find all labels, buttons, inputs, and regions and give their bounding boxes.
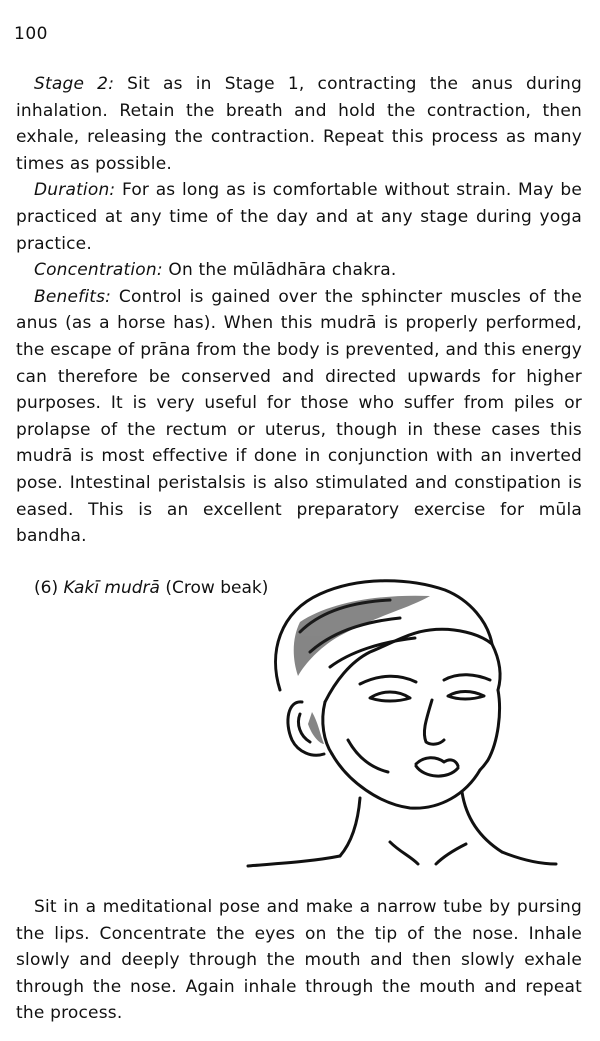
kaki-mudra-illustration [240,572,560,872]
face-left [323,702,332,754]
shoulder-left [248,856,340,866]
paragraph-lead: Duration: [34,180,116,201]
figure-subtitle: (Crow beak) [165,578,269,598]
shoulder-right [502,852,556,864]
hair-shading [294,596,430,744]
lips-lower [416,766,458,776]
paragraph-lead: Benefits: [34,286,112,307]
paragraph-text: Sit as in Stage 1, contracting the anus during inhalation. Retain the breath and hold the contraction, then exhale, releasing the contraction. Repeat this process as many times as possible. [16,74,582,174]
neck-right [462,792,502,852]
eye-right [448,692,484,700]
paragraph-lead: Stage 2: [34,74,115,94]
eye-left [370,692,410,701]
paragraph-text: For as long as is comfortable without strain. May be practiced at any time of the day and at any stage during yoga practice. [16,180,582,254]
eyebrow-right [444,675,490,680]
paragraph-text: On the mūlādhāra chakra. [162,260,397,281]
paragraph-benefits [16,284,582,550]
page-number: 100 [14,24,48,44]
neck-left [340,798,360,856]
lips-upper [416,758,458,766]
collarbone [390,842,466,864]
paragraph-text: Control is gained over the sphincter muscles of the anus (as a horse has). When this mudrā is properly performed, the escape of prāna from the body is prevented, and this energy can therefore be conserved and directed upwards for higher purposes. It is very useful for those who suffer from piles or prolapse of the rectum or uterus, though in these cases this mudrā is most effective if done in conjunction with an inverted pose. Intestinal peristalsis is also stimulated and constipation is eased. This is an excellent preparatory exercise for mūla bandha. [16,286,582,547]
paragraph-lead: Concentration: [34,260,163,281]
nose [424,700,444,744]
paragraph-duration [16,177,582,257]
body-text-bottom [16,894,582,1027]
body-text-top [16,71,582,550]
figure-title: Kakī mudrā [63,578,160,598]
figure-caption [34,578,268,598]
cheek-line [348,740,388,772]
paragraph-concentration [16,257,582,284]
ear-inner [298,714,310,742]
jaw [332,754,480,808]
paragraph-instructions: Sit in a meditational pose and make a narrow tube by pursing the lips. Concentrate the eyes on the tip of the nose. Inhale slowly and deeply through the mouth and then slowly exhale through the nose. Again inhale through the mouth and repeat the process. [16,897,582,1024]
eyebrow-left [360,676,416,684]
paragraph-stage-2 [16,71,582,177]
figure-number: (6) [34,578,59,598]
face-right [480,690,500,770]
hairline [492,644,500,690]
